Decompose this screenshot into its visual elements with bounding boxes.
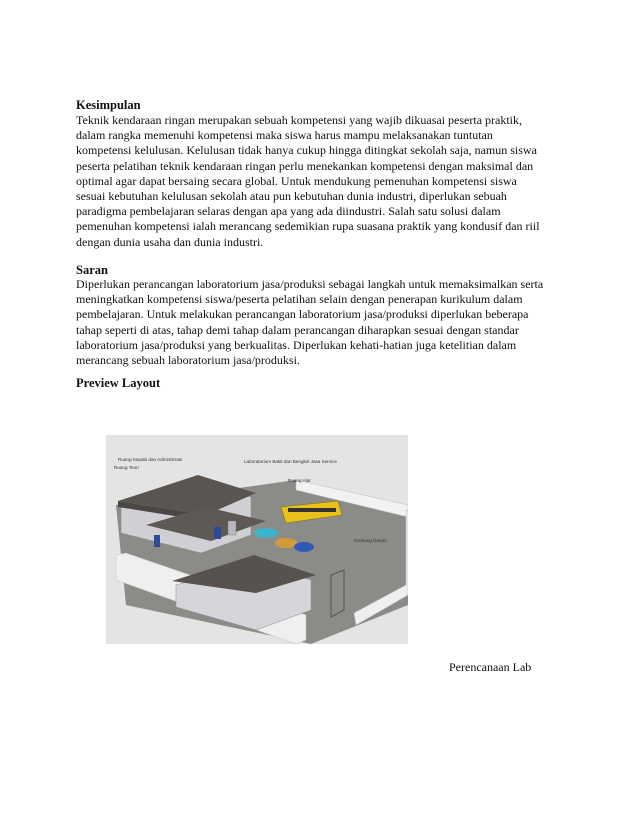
kesimpulan-line: kompetensi kelulusan. Kelulusan tidak hanya cukup hingga ditingkat sekolah saja, namun siswa [76, 143, 537, 158]
saran-line: tahap seperti di atas, tahap demi tahap dalam perancangan diharapkan sesuai dengan standar [76, 322, 519, 337]
kesimpulan-line: sesuai kebutuhan kelulusan sekolah atau pun kebutuhan dunia industri, diperlukan sebuah [76, 189, 507, 204]
roller-door [228, 521, 236, 535]
label-ruang-alat: Ruang Alat [288, 478, 311, 483]
kesimpulan-line: dengan dunia usaha dan dunia industri. [76, 234, 264, 249]
kesimpulan-line: paradigma pembelajaran selaras dengan apa yang ada diindustri. Salah satu solusi dalam [76, 204, 501, 219]
label-ruang-teori: Ruang Teori [114, 465, 139, 470]
kesimpulan-line: pemenuhan kompetensi ialah merancang sedemikian rupa suasana praktik yang kondusif dan riil [76, 219, 540, 234]
saran-heading: Saran [76, 263, 108, 277]
kesimpulan-line: Teknik kendaraan ringan merupakan sebuah kompetensi yang wajib dikuasai peserta praktik, [76, 113, 523, 127]
saran-line: Diperlukan perancangan laboratorium jasa/produksi sebagai langkah untuk memaksimalkan serta [76, 277, 544, 291]
lab-layout-illustration [106, 435, 408, 644]
kesimpulan-paragraph [76, 113, 566, 250]
label-ruang-kepala: Ruang Kepala dan Administrasi [118, 457, 183, 462]
saran-paragraph [76, 277, 566, 368]
saran-line: merancang sebuah laboratorium jasa/produksi. [76, 353, 300, 368]
car-blue [294, 542, 314, 552]
car-cyan [254, 528, 278, 538]
blue-door [214, 527, 221, 539]
lab-layout-3d-render [106, 435, 408, 644]
saran-line: meningkatkan kompetensi siswa/peserta pelatihan selain dengan penerapan kurikulum dalam [76, 292, 523, 307]
saran-line: pembelajaran. Untuk melakukan perancangan laboratorium jasa/produksi diperlukan beberapa [76, 307, 529, 322]
label-laboratorium: Laboratorium Bakti dan Bengkel Jasa Service [244, 459, 337, 464]
car-orange [275, 538, 297, 548]
kesimpulan-line: peserta pelatihan teknik kendaraan ringan perlu menekankan kompetensi dengan maksimal dan [76, 158, 534, 173]
preview-layout-heading: Preview Layout [76, 376, 161, 390]
bus-windows [288, 508, 336, 512]
figure-caption: Perencanaan Lab [449, 660, 532, 674]
blue-door [154, 535, 160, 547]
saran-line: laboratorium jasa/produksi yang berkualitas. Diperlukan kehati-hatian juga ketelitian dalam [76, 337, 517, 352]
kesimpulan-heading: Kesimpulan [76, 98, 141, 112]
label-gerbang-depan: Gerbang Depan [354, 538, 387, 543]
kesimpulan-line: dalam rangka memenuhi kompetensi maka siswa harus mampu melaksanakan tuntutan [76, 128, 493, 143]
kesimpulan-line: optimal agar dapat bersaing secara global. Untuk mendukung pemenuhan kompetensi siswa [76, 173, 517, 188]
